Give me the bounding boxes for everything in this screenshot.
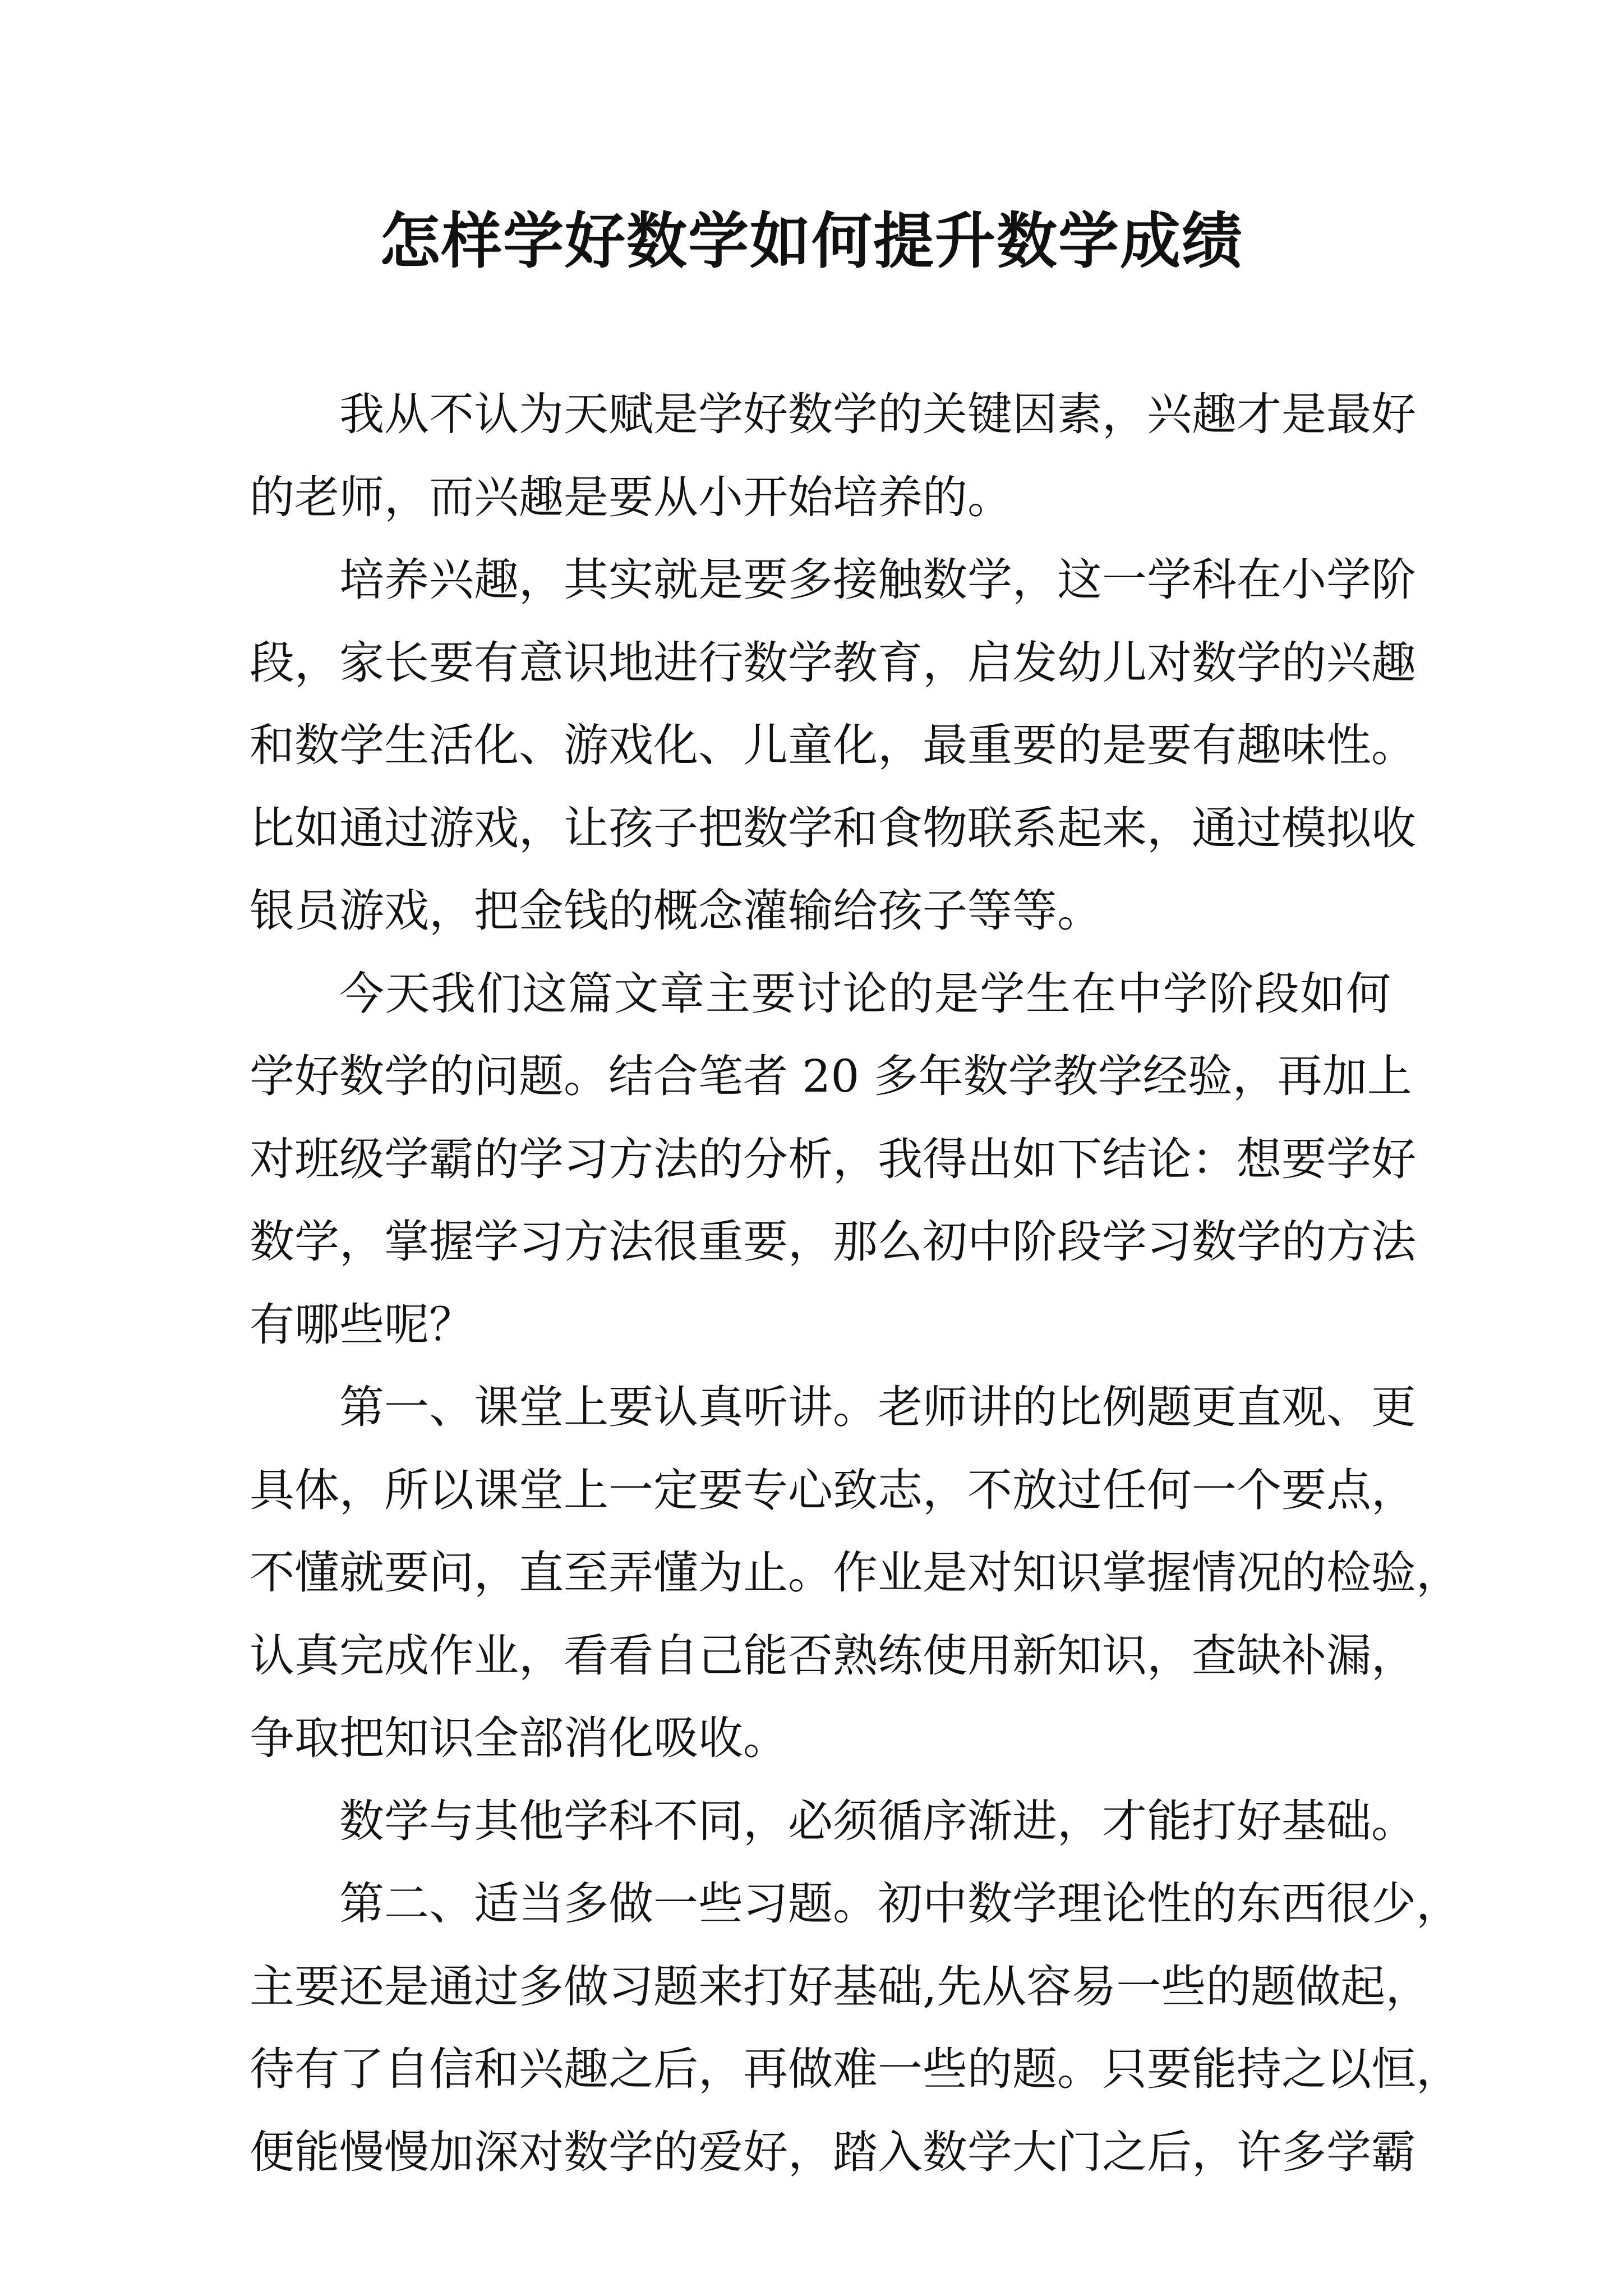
text-line: 段，家长要有意识地进行数学教育，启发幼儿对数学的兴趣	[250, 636, 1416, 689]
text-line: 的老师，而兴趣是要从小开始培养的。	[250, 471, 1012, 523]
text-line: 争取把知识全部消化吸收。	[250, 1712, 788, 1764]
text-line: 便能慢慢加深对数学的爱好，踏入数学大门之后，许多学霸	[250, 2125, 1416, 2178]
text-line: 比如通过游戏，让孩子把数学和食物联系起来，通过模拟收	[250, 802, 1416, 854]
document-body	[250, 373, 1461, 2193]
text-line: 学好数学的问题。结合笔者 20 多年数学教学经验，再加上	[250, 1050, 1412, 1102]
text-line: 数学与其他学科不同，必须循序渐进，才能打好基础。	[339, 1795, 1416, 1847]
text-line: 数学，掌握学习方法很重要，那么初中阶段学习数学的方法	[250, 1216, 1416, 1268]
text-line: 不懂就要问，直至弄懂为止。作业是对知识掌握情况的检验，	[250, 1547, 1461, 1599]
text-line: 和数学生活化、游戏化、儿童化，最重要的是要有趣味性。	[250, 719, 1416, 771]
text-line: 对班级学霸的学习方法的分析，我得出如下结论：想要学好	[250, 1133, 1416, 1185]
text-line: 今天我们这篇文章主要讨论的是学生在中学阶段如何	[339, 967, 1391, 1020]
text-line: 有哪些呢？	[250, 1298, 474, 1351]
text-line: 待有了自信和兴趣之后，再做难一些的题。只要能持之以恒，	[250, 2043, 1461, 2095]
text-line: 我从不认为天赋是学好数学的关键因素，兴趣才是最好	[339, 388, 1416, 440]
text-line: 培养兴趣，其实就是要多接触数学，这一学科在小学阶	[339, 554, 1416, 606]
text-line: 第二、适当多做一些习题。初中数学理论性的东西很少，	[339, 1878, 1461, 1930]
text-line: 第一、课堂上要认真听讲。老师讲的比例题更直观、更	[339, 1381, 1416, 1433]
document-title: 怎样学好数学如何提升数学成绩	[379, 206, 1243, 277]
text-line: 认真完成作业，看看自己能否熟练使用新知识，查缺补漏，	[250, 1629, 1416, 1682]
text-line: 具体，所以课堂上一定要专心致志，不放过任何一个要点，	[250, 1464, 1416, 1516]
text-line: 主要还是通过多做习题来打好基础,先从容易一些的题做起，	[250, 1960, 1431, 2013]
text-line: 银员游戏，把金钱的概念灌输给孩子等等。	[250, 885, 1102, 937]
